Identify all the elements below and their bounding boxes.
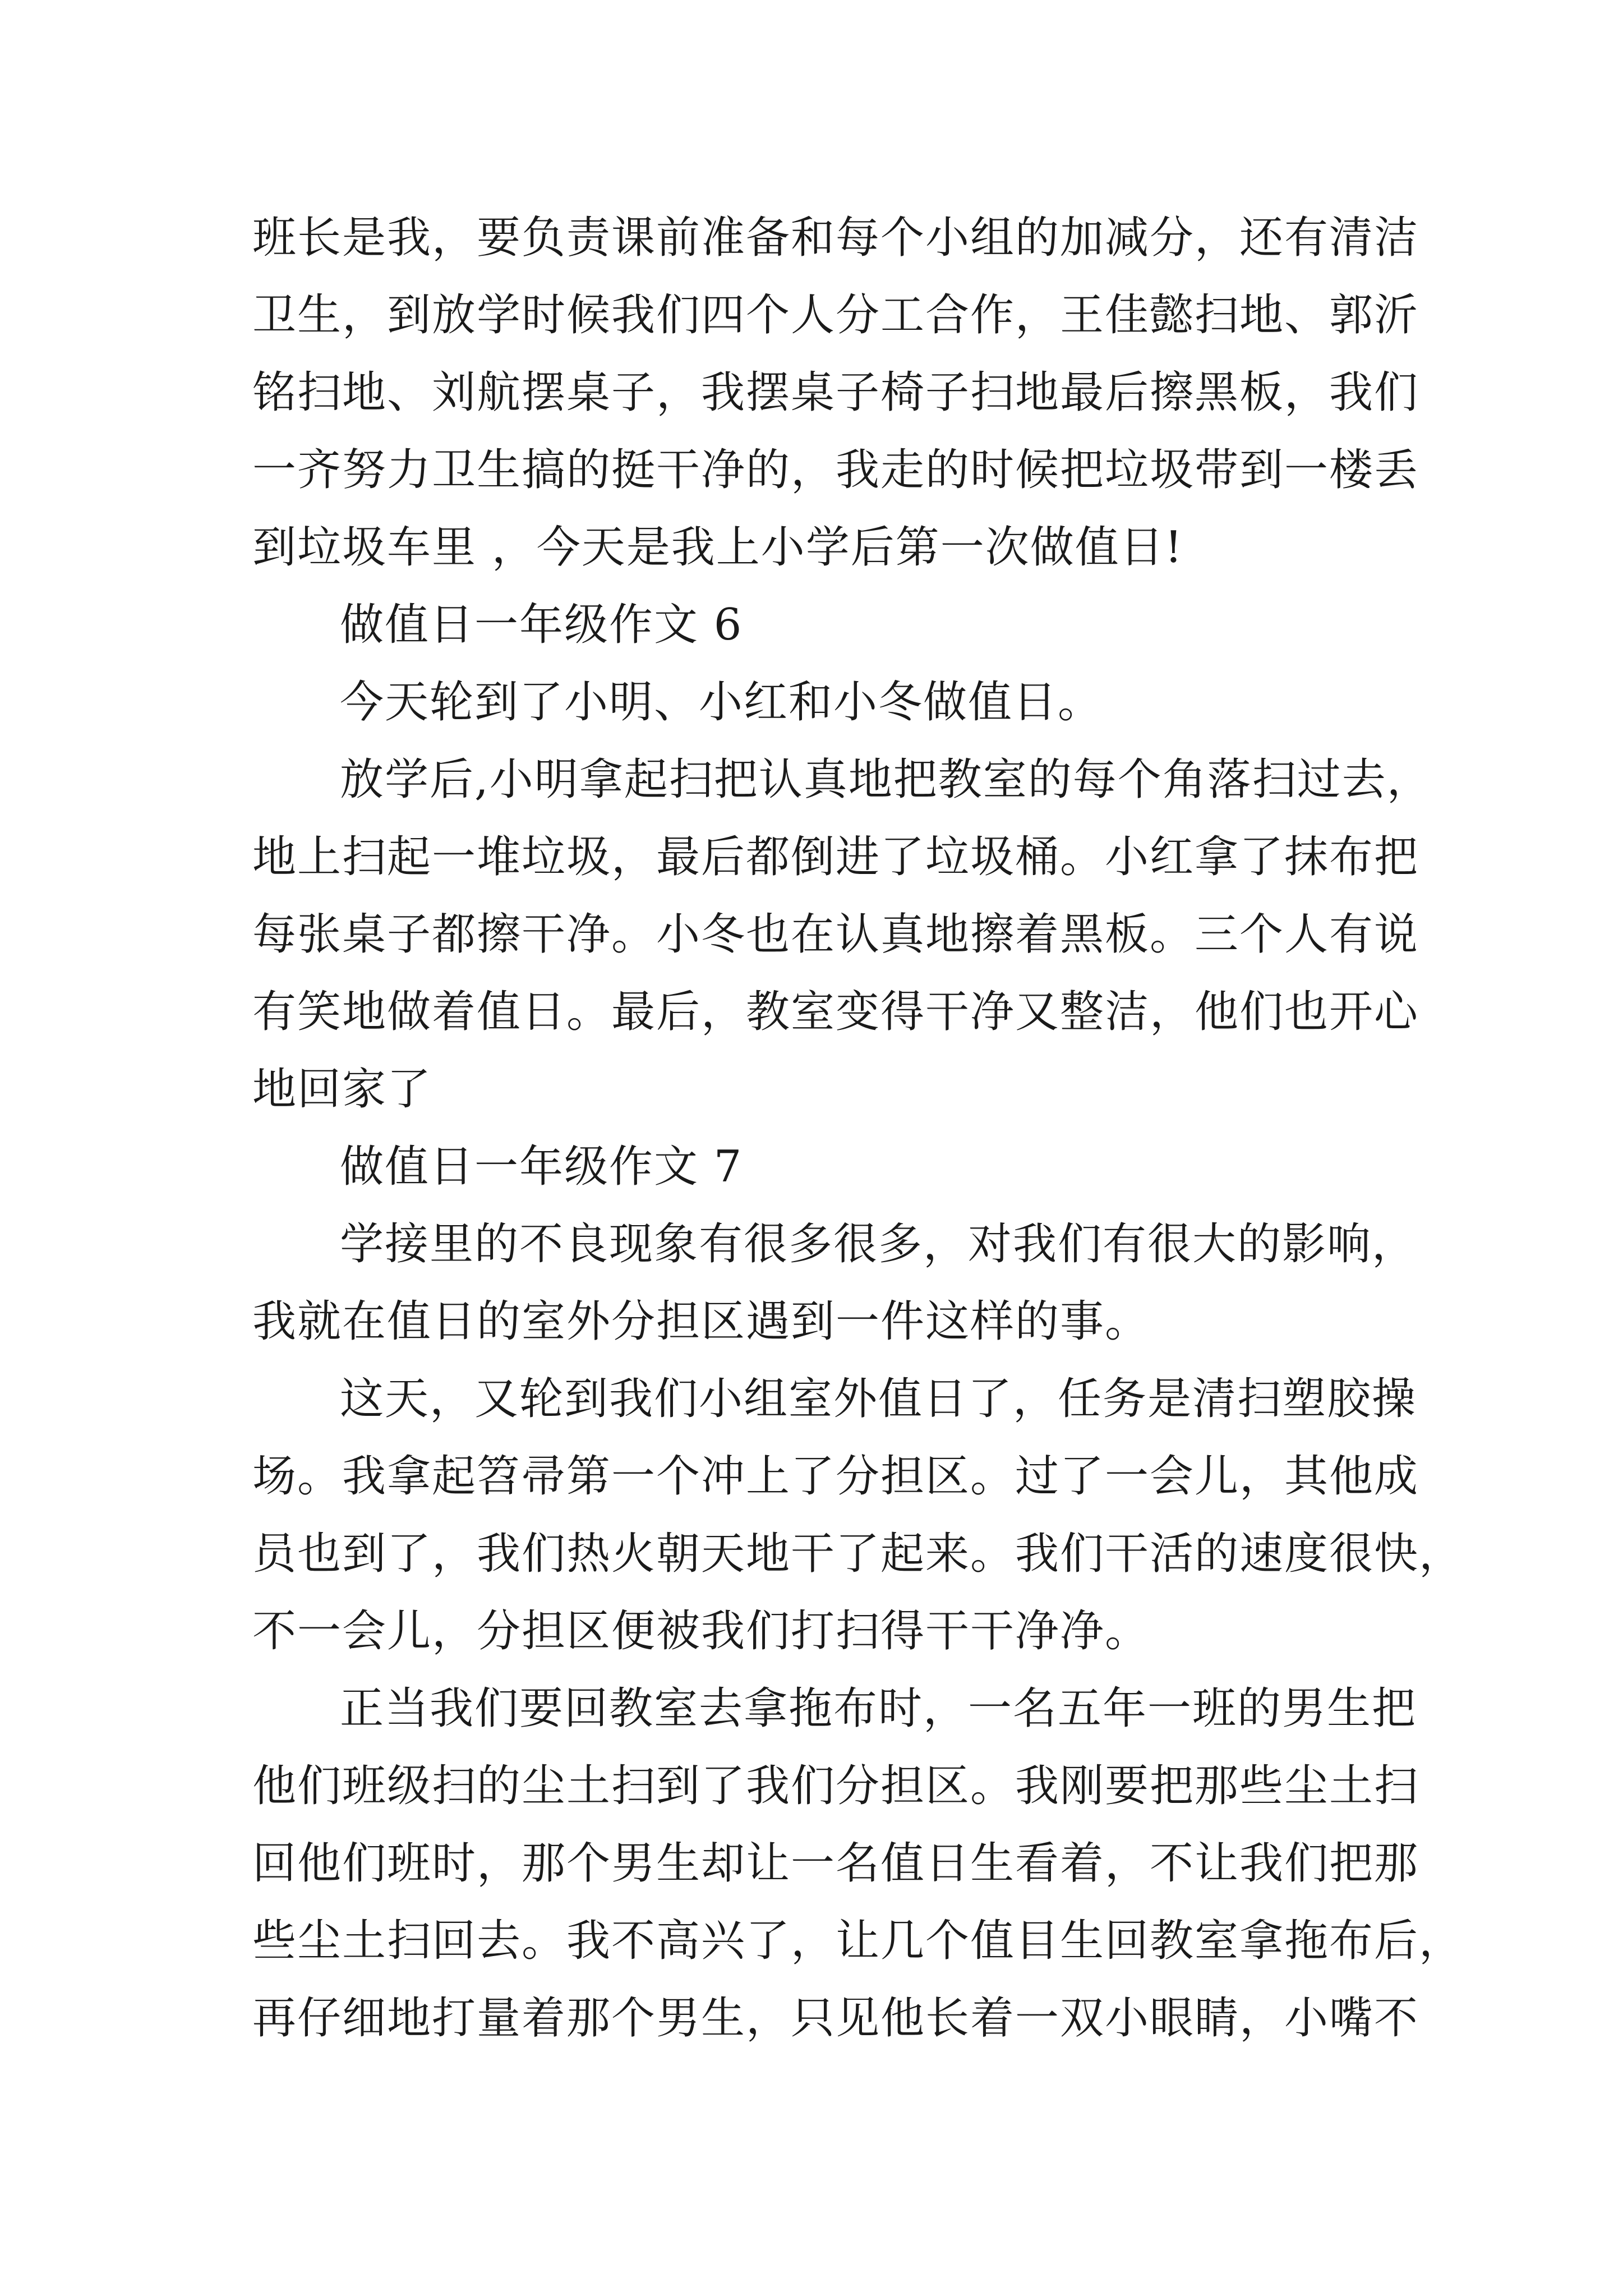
paragraph-start-line: 这天，又轮到我们小组室外值日了，任务是清扫塑胶操 [340,1374,1417,1424]
paragraph-start-line: 正当我们要回教室去拿拖布时，一名五年一班的男生把 [340,1683,1417,1734]
paragraph-start-line: 学接里的不良现象有很多很多，对我们有很大的影响， [340,1219,1417,1269]
section-heading: 做值日一年级作文 7 [340,1142,743,1192]
text-line: 回他们班时，那个男生却让一名值日生看着，不让我们把那 [252,1838,1419,1889]
text-line: 场。我拿起笤帚第一个冲上了分担区。过了一会儿，其他成 [252,1451,1419,1502]
text-line: 地回家了 [252,1064,432,1115]
text-line: 卫生，到放学时候我们四个人分工合作，王佳懿扫地、郭沂 [252,290,1419,341]
text-line: 再仔细地打量着那个男生，只见他长着一双小眼睛，小嘴不 [252,1993,1419,2044]
text-line: 我就在值日的室外分担区遇到一件这样的事。 [252,1296,1150,1347]
text-line: 地上扫起一堆垃圾，最后都倒进了垃圾桶。小红拿了抹布把 [252,832,1419,882]
text-line: 到垃圾车里 ，今天是我上小学后第一次做值日! [252,522,1184,573]
text-line: 他们班级扫的尘土扫到了我们分担区。我刚要把那些尘土扫 [252,1761,1419,1811]
text-line: 有笑地做着值日。最后，教室变得干净又整洁，他们也开心 [252,987,1419,1037]
text-line: 不一会儿，分担区便被我们打扫得干干净净。 [252,1606,1150,1657]
text-line: 一齐努力卫生搞的挺干净的，我走的时候把垃圾带到一楼丢 [252,445,1419,495]
text-line: 班长是我，要负责课前准备和每个小组的加减分，还有清洁 [252,213,1419,263]
paragraph-start-line: 放学后,小明拿起扫把认真地把教室的每个角落扫过去， [340,754,1432,805]
paragraph-start-line: 今天轮到了小明、小红和小冬做值日。 [340,677,1103,728]
text-line: 每张桌子都擦干净。小冬也在认真地擦着黑板。三个人有说 [252,909,1419,960]
text-line: 些尘土扫回去。我不高兴了，让几个值目生回教室拿拖布后， [252,1916,1464,1966]
text-line: 员也到了，我们热火朝天地干了起来。我们干活的速度很快， [252,1529,1464,1579]
section-heading: 做值日一年级作文 6 [340,600,743,650]
text-line: 铭扫地、刘航摆桌子，我摆桌子椅子扫地最后擦黑板，我们 [252,367,1419,418]
document-page [252,199,1464,2057]
